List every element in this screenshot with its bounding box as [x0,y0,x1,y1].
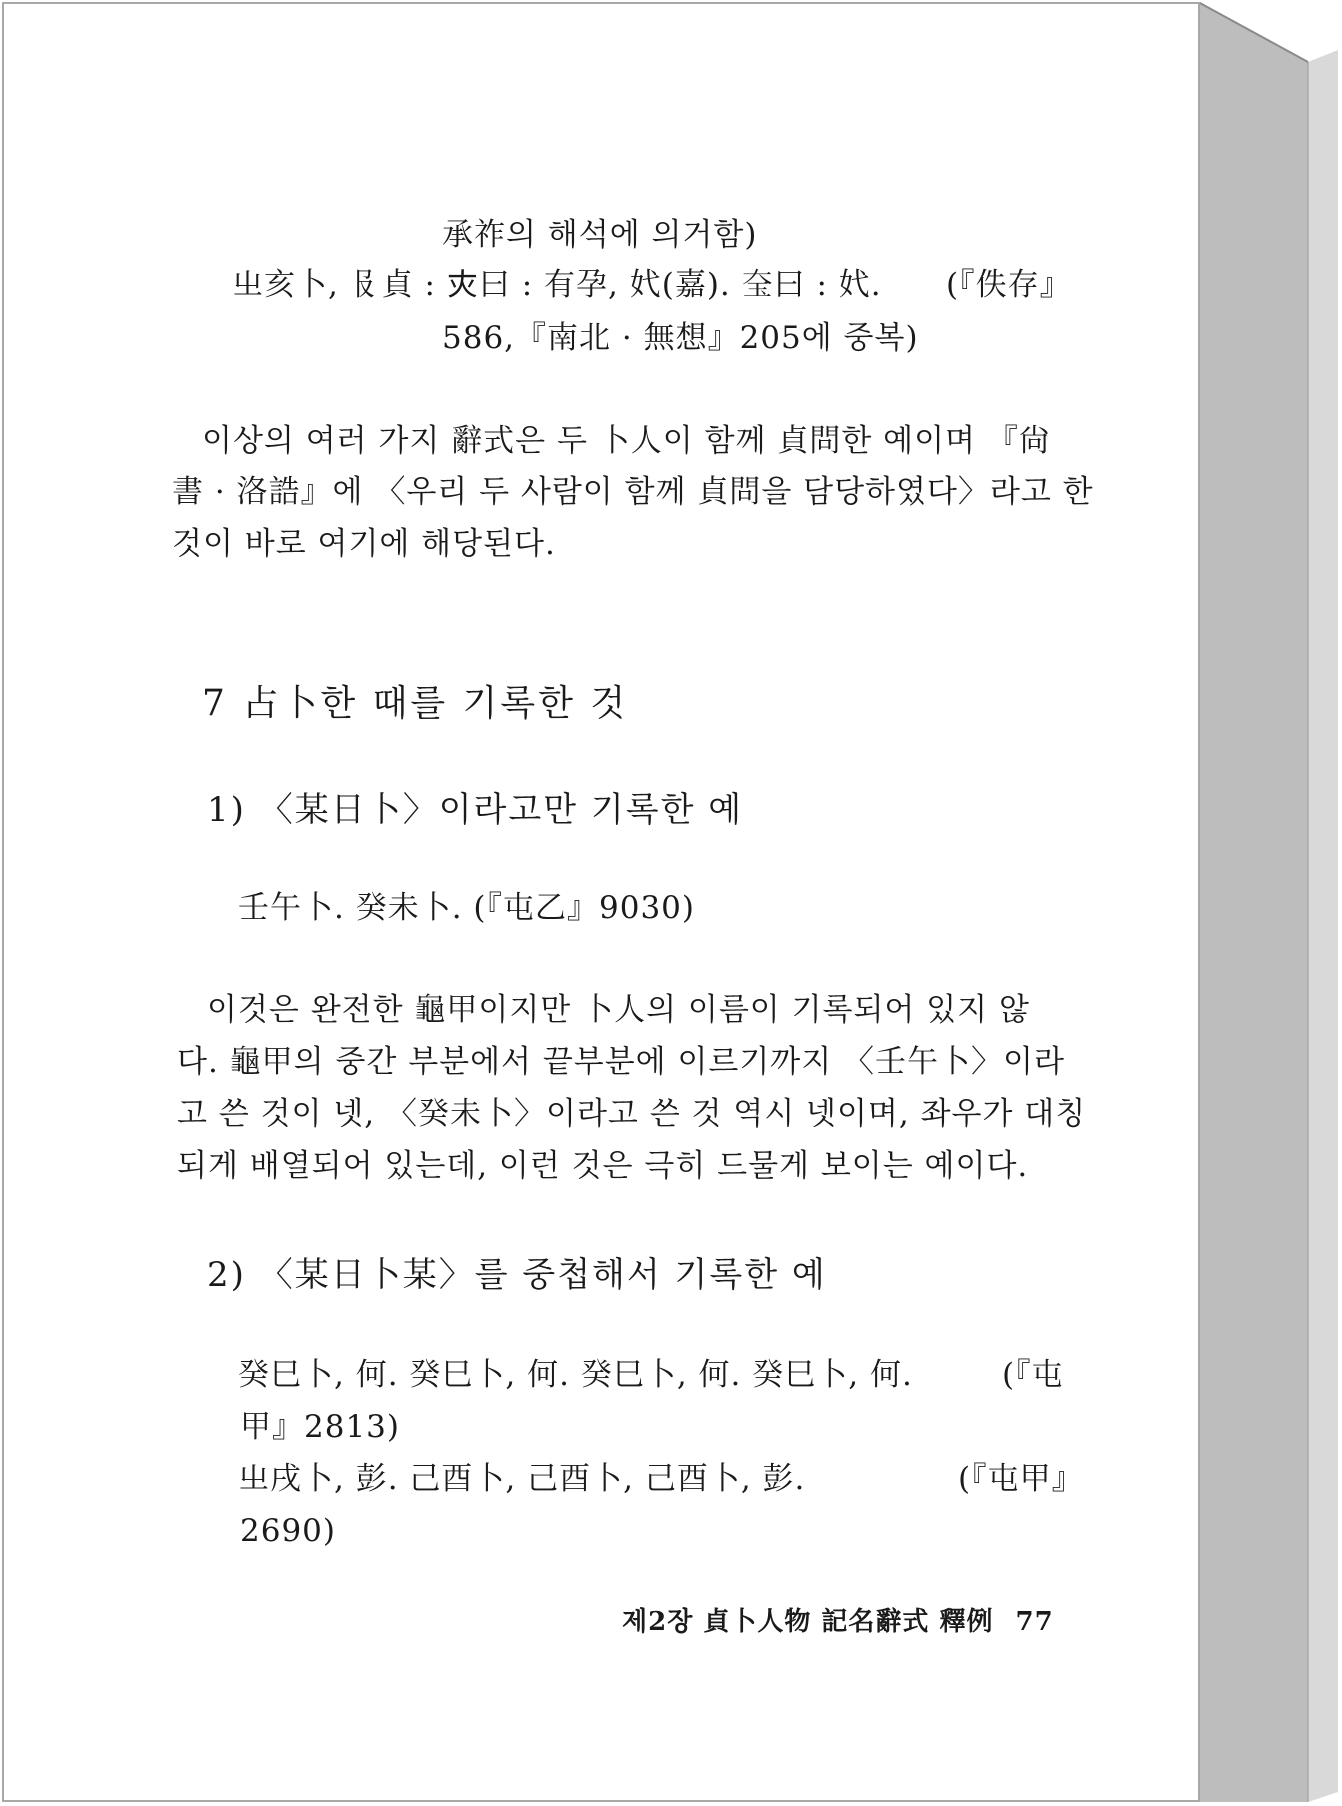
subsection-2-ref-1b: 甲』2813) [240,1409,400,1445]
paragraph-1-line-2: 書 · 洛誥』에 〈우리 두 사람이 함께 貞問을 담당하였다〉라고 한 [172,474,1094,510]
subsection-2-example-2: 㞢戌卜, 彭. 己酉卜, 己酉卜, 己酉卜, 彭. [238,1461,806,1497]
paragraph-1-line-1: 이상의 여러 가지 辭式은 두 卜人이 함께 貞問한 예이며 『尙 [202,423,1051,459]
paragraph-2-line-2: 다. 龜甲의 중간 부분에서 끝부분에 이르기까지 〈壬午卜〉이라 [177,1044,1065,1080]
subsection-1-heading: 1) 〈某日卜〉이라고만 기록한 예 [207,790,744,830]
page-footer [622,1609,1054,1635]
subsection-2-ref-1a: (『屯 [1002,1357,1064,1393]
paragraph-2-line-4: 되게 배열되어 있는데, 이런 것은 극히 드물게 보이는 예이다. [177,1148,1029,1184]
running-title: 제2장 貞卜人物 記名辭式 釋例 [622,1607,994,1637]
subsection-2-ref-2a: (『屯甲』 [958,1461,1084,1497]
page-number: 77 [1015,1607,1054,1637]
subsection-1-example: 壬午卜. 癸未卜. (『屯乙』9030) [238,890,695,926]
quote-line-3: 586,『南北 · 無想』205에 중복) [442,320,919,356]
quote-ref-2: (『佚存』 [946,267,1072,303]
quote-line-1: 承祚의 해석에 의거함) [442,217,758,253]
section-heading: 7 占卜한 때를 기록한 것 [202,683,629,724]
page-content [2,2,1200,1802]
book-page [2,2,1338,1802]
quote-line-2: 㞢亥卜, 𠬝貞 : 𡗜曰 : 有孕, 㚤(嘉). 𡘇曰 : 㚤. [232,267,882,303]
paragraph-2-line-3: 고 쓴 것이 넷, 〈癸未卜〉이라고 쓴 것 역시 넷이며, 좌우가 대칭 [177,1096,1087,1132]
subsection-2-heading: 2) 〈某日卜某〉를 중첩해서 기록한 예 [207,1255,827,1295]
page-edge-shading [1198,2,1338,1802]
paragraph-2-line-1: 이것은 완전한 龜甲이지만 卜人의 이름이 기록되어 있지 않 [207,992,1030,1028]
subsection-2-ref-2b: 2690) [240,1513,336,1549]
subsection-2-example-1: 癸巳卜, 何. 癸巳卜, 何. 癸巳卜, 何. 癸巳卜, 何. [238,1357,913,1393]
paragraph-1-line-3: 것이 바로 여기에 해당된다. [172,526,556,562]
